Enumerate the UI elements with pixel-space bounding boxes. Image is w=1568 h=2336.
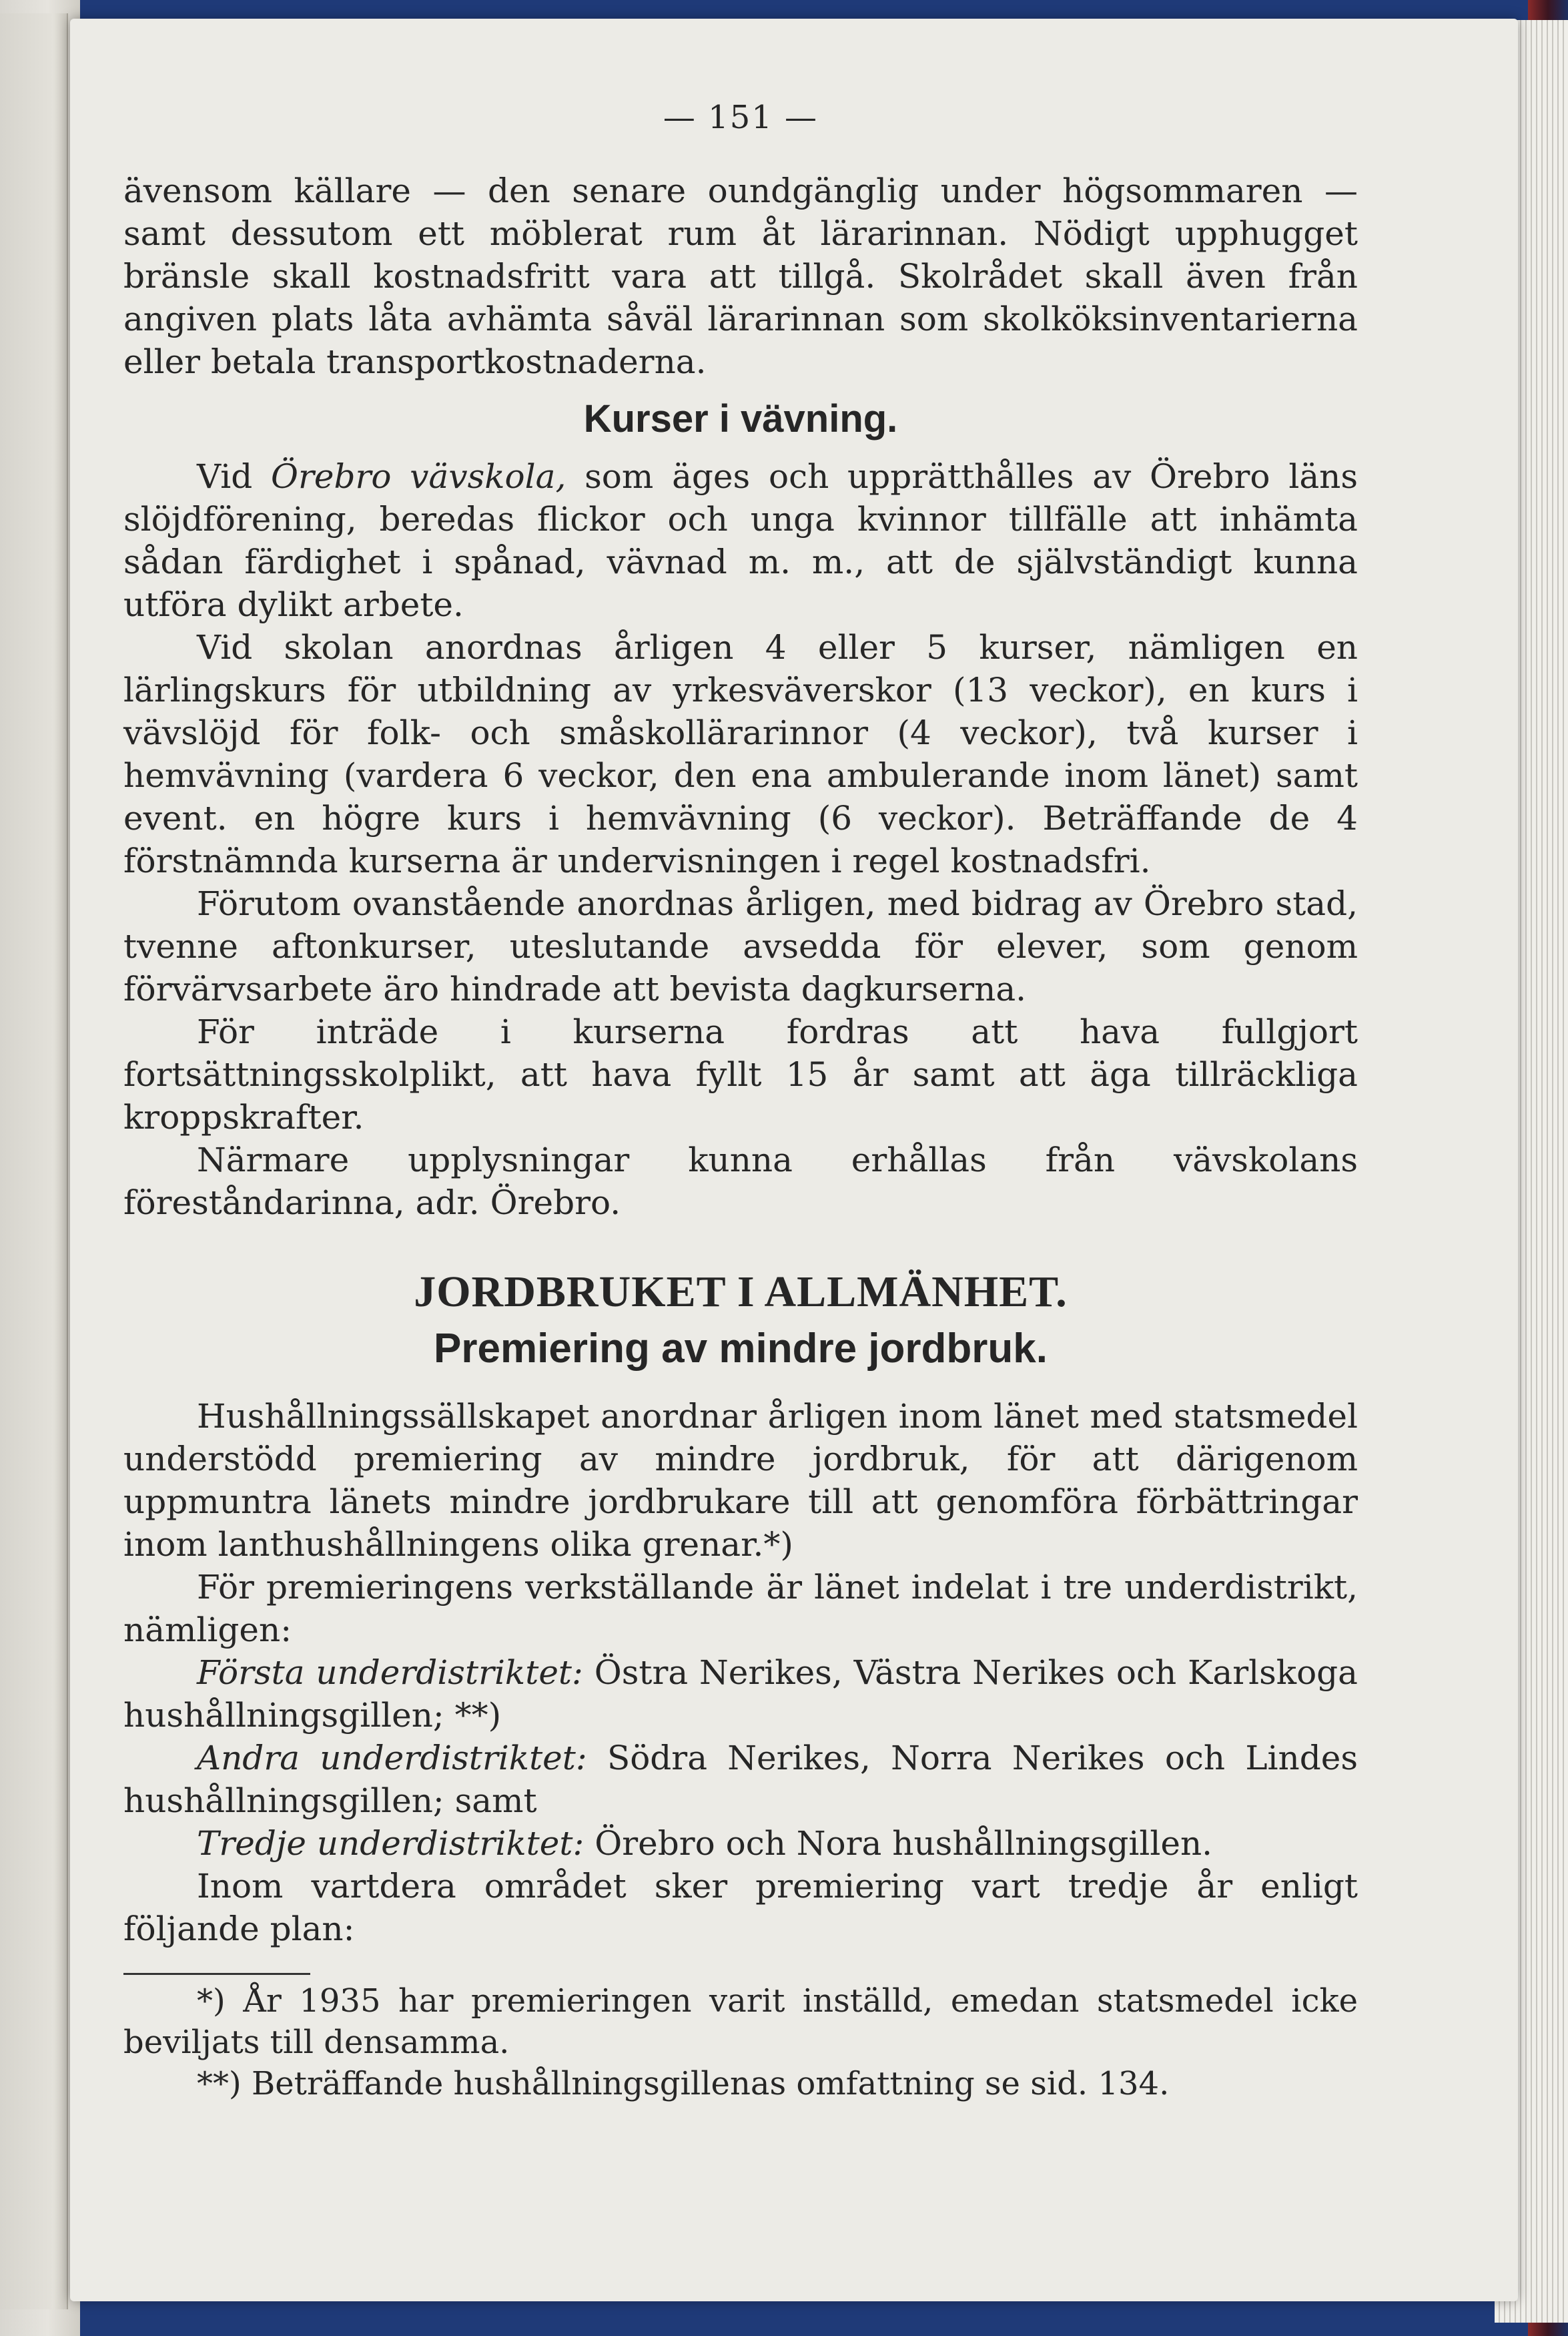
paragraph: Förutom ovanstående anordnas årligen, med bidrag av Örebro stad, tvenne aftonkurser, uteslutande avsedda för elever, som genom förvärvsarbete äro hindrade att bevista dagkurserna. bbox=[123, 884, 1358, 1008]
paragraph: Närmare upplysningar kunna erhållas från vävskolans föreståndarinna, adr. Örebro. bbox=[123, 1141, 1358, 1222]
district-label: Första underdistriktet: bbox=[197, 1653, 583, 1692]
paragraph: Vid skolan anordnas årligen 4 eller 5 kurser, nämligen en lärlingskurs för utbildning av yrkesväverskor (13 veckor), en kurs i vävslöjd för folk- och småskollärarinnor (4 veckor), två kurser i hemvävning (vardera 6 veckor, den ena ambulerande inom länet) samt event. en högre kurs i hemvävning (6 veckor). Beträffande de 4 förstnämnda kurserna är undervisningen i regel kostnadsfri. bbox=[123, 628, 1358, 880]
footnote: **) Beträffande hushållningsgillenas omfattning se sid. 134. bbox=[197, 2065, 1170, 2102]
text-run: som äges och upprätthålles av Örebro läns slöjdförening, beredas flickor och unga kvinnor tillfälle att inhämta sådan färdighet i spånad, vävnad m. m., att de självständigt kunna utföra dylikt arbete. bbox=[123, 457, 1358, 624]
footnote: *) År 1935 har premieringen varit inställd, emedan statsmedel icke beviljats till densamma. bbox=[123, 1982, 1358, 2061]
district-label: Andra underdistriktet: bbox=[197, 1739, 587, 1777]
district-entry bbox=[123, 1651, 1358, 1737]
district-text: Örebro och Nora hushållningsgillen. bbox=[584, 1824, 1213, 1863]
section-heading: Kurser i vävning. bbox=[583, 397, 898, 441]
italic-text-run: Örebro vävskola, bbox=[271, 457, 566, 496]
paragraph: För inträde i kurserna fordras att hava fullgjort fortsättningsskolplikt, att hava fyllt 15 år samt att äga tillräckliga kroppskrafter. bbox=[123, 1012, 1358, 1137]
district-label: Tredje underdistriktet: bbox=[197, 1824, 584, 1863]
previous-page-edge bbox=[0, 13, 68, 2309]
paragraph: Inom vartdera området sker premiering vart tredje år enligt följande plan: bbox=[123, 1867, 1358, 1948]
district-text: Östra Nerikes, Västra Nerikes och Karlskoga hushållningsgillen; **) bbox=[123, 1653, 1358, 1735]
paragraph bbox=[123, 455, 1358, 626]
page-number: — 151 — bbox=[663, 99, 819, 136]
district-text: Södra Nerikes, Norra Nerikes och Lindes hushållningsgillen; samt bbox=[123, 1739, 1358, 1820]
paragraph: För premieringens verkställande är länet indelat i tre underdistrikt, nämligen: bbox=[123, 1568, 1358, 1649]
paragraph: Hushållningssällskapet anordnar årligen inom länet med statsmedel understödd premiering av mindre jordbruk, för att därigenom uppmuntra länets mindre jordbrukare till att genomföra förbättringar inom lanthushållningens olika grenar.*) bbox=[123, 1397, 1358, 1564]
text-run: Vid bbox=[197, 457, 272, 496]
paragraph: ävensom källare — den senare oundgänglig under högsommaren — samt dessutom ett möblerat rum åt lärarinnan. Nödigt upphugget bränsle skall kostnadsfritt vara att tillgå. Skolrådet skall även från angiven plats låta avhämta såväl lärarinnan som skolköksinventarierna eller betala transportkostnaderna. bbox=[123, 172, 1358, 381]
section-heading: Premiering av mindre jordbruk. bbox=[434, 1326, 1048, 1372]
book-page bbox=[70, 19, 1518, 2301]
footnotes bbox=[123, 1980, 1358, 2104]
district-entry bbox=[123, 1822, 1358, 1865]
footnote-rule bbox=[123, 1973, 310, 1975]
page-content bbox=[123, 99, 1358, 2104]
district-entry bbox=[123, 1737, 1358, 1822]
chapter-heading: JORDBRUKET I ALLMÄNHET. bbox=[414, 1267, 1068, 1316]
